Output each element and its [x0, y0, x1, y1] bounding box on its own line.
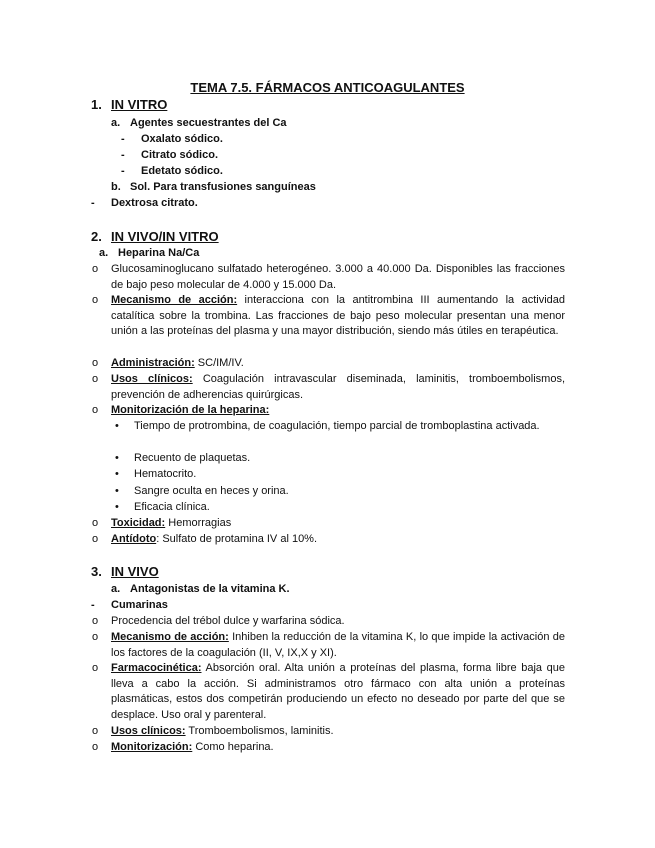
bullet-marker: • [115, 485, 119, 497]
list-item-edetato: Edetato sódico. [141, 165, 223, 177]
section-1b-heading: Sol. Para transfusiones sanguíneas [130, 181, 316, 193]
circle-bullet: o [92, 631, 99, 643]
document-title: TEMA 7.5. FÁRMACOS ANTICOAGULANTES [190, 80, 465, 95]
administracion-label: Administración: [111, 357, 195, 369]
list-item-citrato: Citrato sódico. [141, 149, 219, 161]
monitor-item-plaquetas: Recuento de plaquetas. [134, 452, 251, 464]
heparina-usos: Usos clínicos: Coagulación intravascular diseminada, laminitis, tromboembolismos, prevención de adherencias quirúrgicas. [111, 373, 565, 401]
circle-bullet: o [92, 373, 99, 385]
circle-bullet: o [92, 517, 99, 529]
bullet-marker: • [115, 420, 119, 432]
section-1-heading: IN VITRO [111, 97, 168, 112]
section-2-heading: IN VIVO/IN VITRO [111, 229, 219, 244]
circle-bullet: o [92, 725, 99, 737]
cumarinas-heading: Cumarinas [111, 599, 168, 611]
dash-marker: - [91, 197, 95, 209]
cumarinas-mecanismo: Mecanismo de acción: Inhiben la reducción de la vitamina K, lo que impide la activación de los factores de la coagulación (II, V, IX,X y XI). [111, 631, 565, 659]
circle-bullet: o [92, 404, 99, 416]
dash-marker: - [121, 133, 125, 145]
section-3-number: 3. [91, 564, 102, 579]
dash-marker: - [121, 165, 125, 177]
toxicidad-label: Toxicidad: [111, 517, 166, 529]
section-1a-marker: a. [111, 117, 121, 129]
heparina-antidoto: Antídoto: Sulfato de protamina IV al 10%. [111, 533, 318, 545]
list-item-oxalato: Oxalato sódico. [141, 133, 223, 145]
dash-marker: - [91, 599, 95, 611]
section-2a-marker: a. [99, 247, 109, 259]
circle-bullet: o [92, 357, 99, 369]
section-1-number: 1. [91, 97, 102, 112]
section-3a-heading: Antagonistas de la vitamina K. [130, 583, 290, 595]
heparina-administracion: Administración: SC/IM/IV. [111, 357, 244, 369]
circle-bullet: o [92, 615, 99, 627]
mecanismo-label: Mecanismo de acción: [111, 631, 229, 643]
heparina-toxicidad: Toxicidad: Hemorragias [111, 517, 232, 529]
monitor-item-hematocrito: Hematocrito. [134, 468, 197, 480]
monitor-item-sangre: Sangre oculta en heces y orina. [134, 485, 289, 497]
circle-bullet: o [92, 263, 99, 275]
dash-marker: - [121, 149, 125, 161]
heparina-monitorizacion [111, 403, 565, 419]
cumarinas-usos: Usos clínicos: Tromboembolismos, laminitis. [111, 725, 334, 737]
heparina-mecanismo: Mecanismo de acción: interacciona con la antitrombina III aumentando la actividad catalítica sobre la trombina. Las fracciones de bajo peso molecular presentan una menor unión a las proteínas del plasma y una mayor distribución, siendo más útiles en terapéutica. [111, 294, 565, 337]
circle-bullet: o [92, 294, 99, 306]
cumarinas-monitorizacion: Monitorización: Como heparina. [111, 741, 274, 753]
bullet-marker: • [115, 452, 119, 464]
cumarinas-procedencia: Procedencia del trébol dulce y warfarina sódica. [111, 615, 345, 627]
cumarinas-farmacocinetica: Farmacocinética: Absorción oral. Alta unión a proteínas del plasma, forma libre baja que lleva a cabo la acción. Si administramos otro fármaco con alta unión a proteínas plasmáticas, estos dos competirán produciendo un efecto no deseado por parte del que se desplace. Uso oral y parenteral. [111, 662, 565, 721]
farmacocinetica-label: Farmacocinética: [111, 662, 202, 674]
bullet-marker: • [115, 501, 119, 513]
section-3a-marker: a. [111, 583, 121, 595]
antidoto-label: Antídoto [111, 533, 157, 545]
monitor-item-tiempos: Tiempo de protrombina, de coagulación, tiempo parcial de tromboplastina activada. [134, 420, 540, 432]
section-2a-heading: Heparina Na/Ca [118, 247, 200, 259]
section-2-number: 2. [91, 229, 102, 244]
section-1a-heading: Agentes secuestrantes del Ca [130, 117, 287, 129]
circle-bullet: o [92, 533, 99, 545]
usos-label: Usos clínicos: [111, 373, 193, 385]
circle-bullet: o [92, 662, 99, 674]
bullet-marker: • [115, 468, 119, 480]
monitor-item-eficacia: Eficacia clínica. [134, 501, 210, 513]
usos-label: Usos clínicos: [111, 725, 186, 737]
heparina-description: Glucosaminoglucano sulfatado heterogéneo. 3.000 a 40.000 Da. Disponibles las fracciones de bajo peso molecular de 4.000 y 15.000 Da. [111, 263, 565, 291]
monitorizacion-label: Monitorización: [111, 741, 193, 753]
dextrosa-item: Dextrosa citrato. [111, 197, 198, 209]
circle-bullet: o [92, 741, 99, 753]
section-3-heading: IN VIVO [111, 564, 159, 579]
monitorizacion-label: Monitorización de la heparina: [111, 404, 270, 416]
section-1b-marker: b. [111, 181, 121, 193]
mecanismo-label: Mecanismo de acción: [111, 294, 238, 306]
